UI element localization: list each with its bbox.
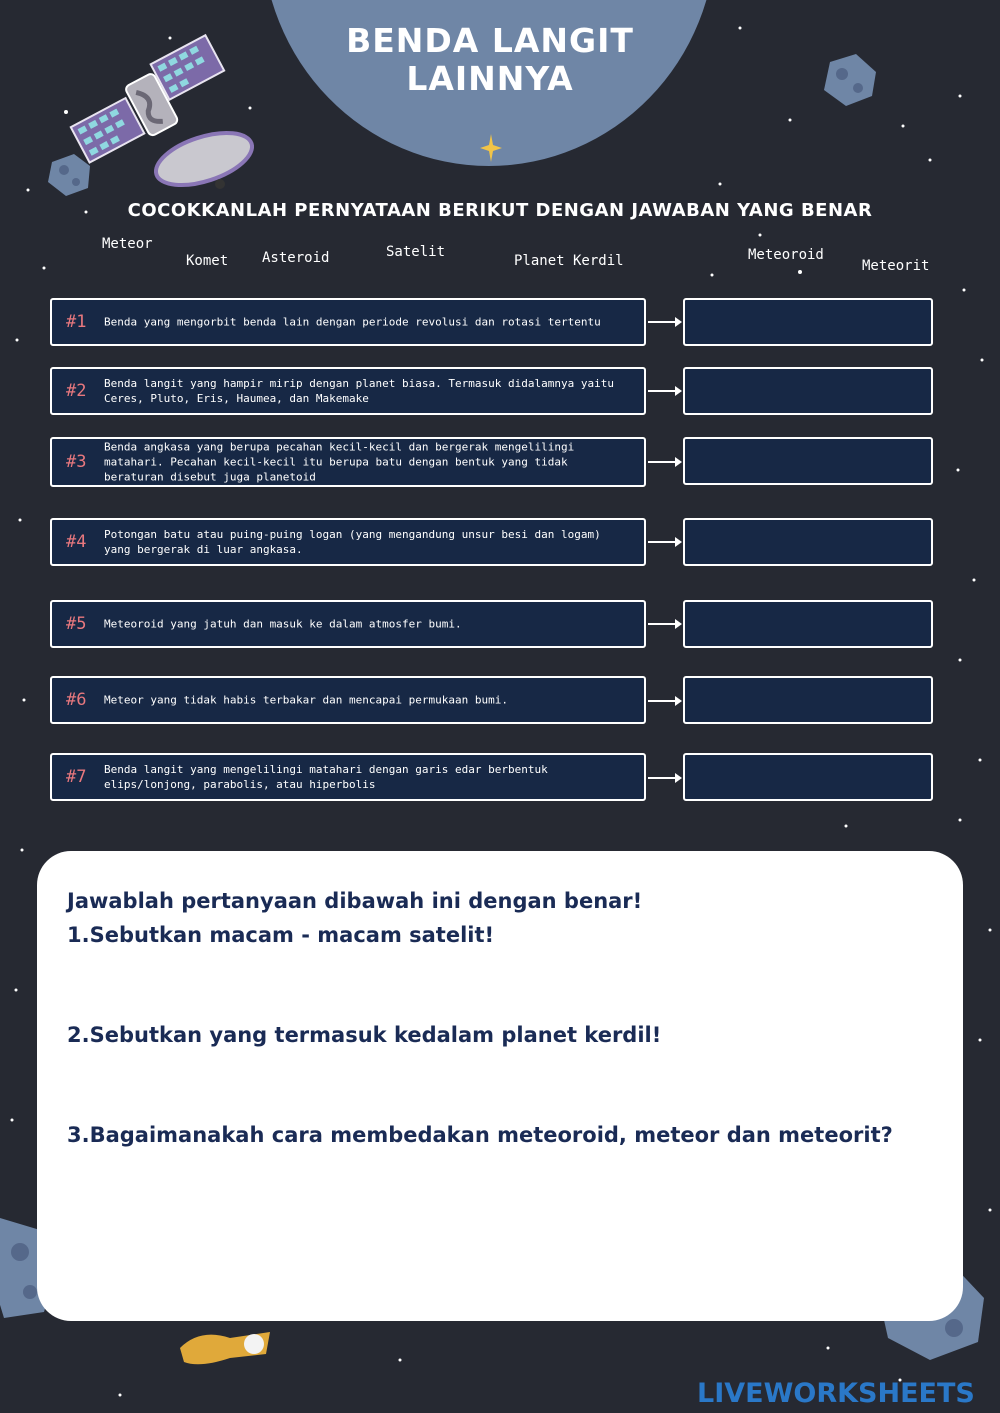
question-card <box>37 851 963 1321</box>
statement-number: #2 <box>66 381 87 401</box>
statement-box <box>50 367 646 415</box>
asteroid-icon <box>820 52 878 108</box>
word-bank-item[interactable]: Meteor <box>102 236 153 252</box>
answer-drop-box[interactable] <box>683 437 933 485</box>
statement-text: Benda langit yang mengelilingi matahari dengan garis edar berbentuk elips/lonjong, parabolis, atau hiperbolis <box>104 763 548 791</box>
answer-drop-box[interactable] <box>683 676 933 724</box>
liveworksheets-watermark: LIVEWORKSHEETS <box>697 1378 975 1409</box>
arrow-icon <box>648 777 680 779</box>
statement-text: Benda yang mengorbit benda lain dengan periode revolusi dan rotasi tertentu <box>104 315 601 329</box>
title-line-2: LAINNYA <box>406 59 574 98</box>
question-1: 1.Sebutkan macam - macam satelit! <box>67 923 495 947</box>
word-bank-item[interactable]: Asteroid <box>262 250 330 266</box>
statement-number: #6 <box>66 690 87 710</box>
word-bank-item[interactable]: Planet Kerdil <box>514 253 624 269</box>
arrow-icon <box>648 461 680 463</box>
answer-drop-box[interactable] <box>683 753 933 801</box>
statement-box <box>50 753 646 801</box>
answer-drop-box[interactable] <box>683 600 933 648</box>
arrow-icon <box>648 390 680 392</box>
star-sparkle-icon <box>480 134 502 162</box>
word-bank-item[interactable]: Meteoroid <box>748 247 824 263</box>
word-bank-item[interactable]: Satelit <box>386 244 446 260</box>
statement-number: #1 <box>66 312 87 332</box>
question-2: 2.Sebutkan yang termasuk kedalam planet kerdil! <box>67 1023 662 1047</box>
statement-number: #5 <box>66 614 87 634</box>
matching-instruction: COCOKKANLAH PERNYATAAN BERIKUT DENGAN JAWABAN YANG BENAR <box>127 200 873 221</box>
statement-box <box>50 676 646 724</box>
asteroid-icon <box>44 150 94 198</box>
astronaut-icon <box>170 1318 280 1378</box>
answer-drop-box[interactable] <box>683 298 933 346</box>
worksheet-title <box>300 22 680 98</box>
answer-drop-box[interactable] <box>683 367 933 415</box>
statement-box <box>50 437 646 487</box>
arrow-icon <box>648 623 680 625</box>
statement-box <box>50 298 646 346</box>
statement-text: Potongan batu atau puing-puing logan (yang mengandung unsur besi dan logam) yang bergerak di luar angkasa. <box>104 528 601 556</box>
word-bank-item[interactable]: Komet <box>186 253 229 269</box>
statement-box <box>50 600 646 648</box>
arrow-icon <box>648 700 680 702</box>
questions-heading: Jawablah pertanyaan dibawah ini dengan benar! <box>67 889 643 913</box>
statement-text: Benda langit yang hampir mirip dengan planet biasa. Termasuk didalamnya yaitu Ceres, Pluto, Eris, Haumea, dan Makemake <box>104 377 614 405</box>
statement-number: #4 <box>66 532 87 552</box>
title-line-1: BENDA LANGIT <box>346 21 634 60</box>
question-3: 3.Bagaimanakah cara membedakan meteoroid, meteor dan meteorit? <box>67 1123 893 1147</box>
arrow-icon <box>648 541 680 543</box>
statement-text: Meteoroid yang jatuh dan masuk ke dalam atmosfer bumi. <box>104 617 462 631</box>
statement-text: Meteor yang tidak habis terbakar dan mencapai permukaan bumi. <box>104 693 508 707</box>
statement-number: #7 <box>66 767 87 787</box>
statement-text: Benda angkasa yang berupa pecahan kecil-kecil dan bergerak mengelilingi matahari. Pecahan kecil-kecil itu berupa batu dengan bentuk yang tidak beraturan disebut juga planetoid <box>104 440 575 484</box>
word-bank-item[interactable]: Meteorit <box>862 258 930 274</box>
arrow-icon <box>648 321 680 323</box>
answer-drop-box[interactable] <box>683 518 933 566</box>
statement-number: #3 <box>66 452 87 472</box>
statement-box <box>50 518 646 566</box>
